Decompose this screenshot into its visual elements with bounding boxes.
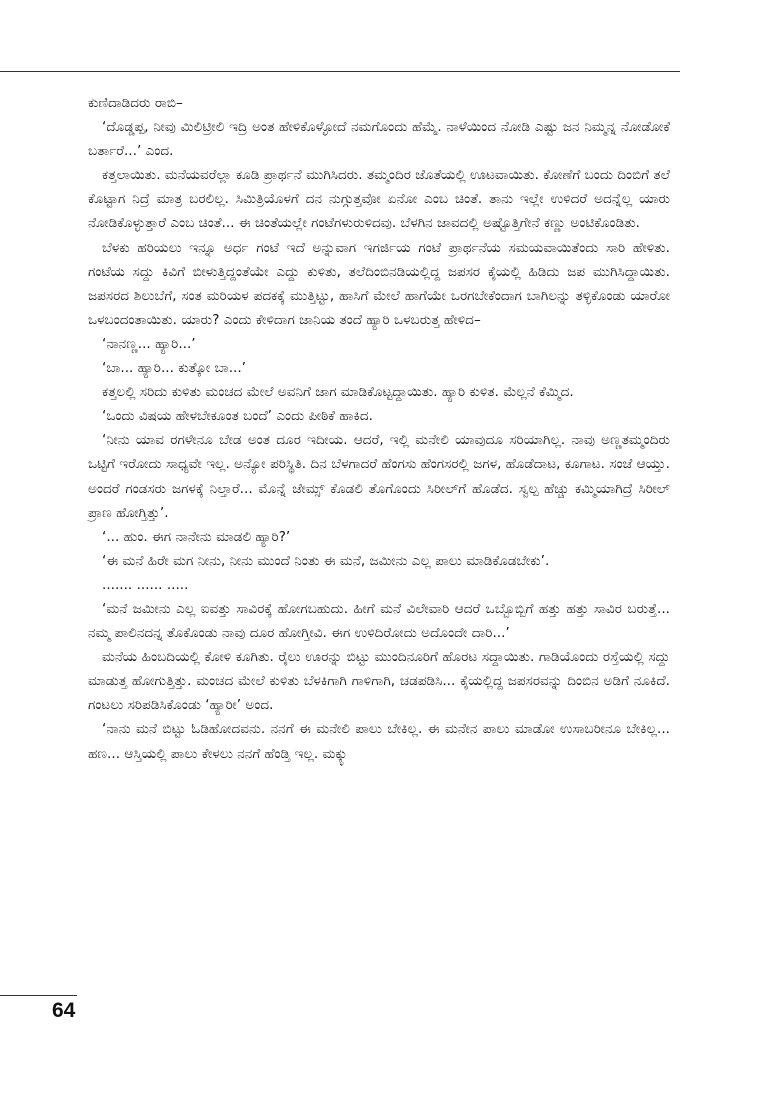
- paragraph: ‘ಬಾ... ಹ್ಯಾರಿ... ಕುತ್ಕೋ ಬಾ...’: [102, 360, 247, 377]
- page-body-text: [88, 91, 670, 766]
- paragraph: ‘ಮನೆ ಜಮೀನು ಎಲ್ಲ ಐವತ್ತು ಸಾವಿರಕ್ಕೆ ಹೋಗಬಹುದು. ಹೀಗೆ ಮನೆ ವಿಲೇವಾರಿ ಆದರೆ ಒಬ್ಬೊಬ್ಬಿಗೆ ಹತ್ತು ಹತ್ತು ಸಾವಿರ ಬರುತ್ತೆ... ನಮ್ಮ ಪಾಲಿನದನ್ನ ತೊಕೊಂಡು ನಾವು ದೂರ ಹೋಗ್ತೀವಿ. ಈಗ ಉಳಿದಿರೋದು ಅದೊಂದೇ ದಾರಿ...’: [88, 600, 670, 642]
- page-number: 64: [52, 999, 76, 1022]
- header-rule: [0, 71, 680, 72]
- paragraph: ‘ದೊಡ್ಡಪ್ಪ, ನೀವು ಮಿಲಿಟ್ರೀಲಿ ಇದ್ರಿ ಅಂತ ಹೇಳಿಕೊಳ್ಳೋದೆ ನಮಗೊಂದು ಹೆಮ್ಮೆ. ನಾಳೆಯಿಂದ ನೋಡಿ ಎಷ್ಟು ಜನ ನಿಮ್ಮನ್ನ ನೋಡೋಕೆ ಬರ್ತಾರೆ...’ ಎಂದ.: [88, 119, 670, 160]
- paragraph: ‘ಒಂದು ವಿಷಯ ಹೇಳಬೇಕೂಂತ ಬಂದೆ’ ಎಂದು ಪೀಠಿಕೆ ಹಾಕಿದ.: [102, 408, 373, 425]
- paragraph: ‘... ಹುಂ. ಈಗ ನಾನೇನು ಮಾಡಲಿ ಹ್ಯಾರಿ?’: [102, 528, 291, 545]
- paragraph: ಕತ್ತಲಾಯಿತು. ಮನೆಯವರೆಲ್ಲಾ ಕೂಡಿ ಪ್ರಾರ್ಥನೆ ಮುಗಿಸಿದರು. ತಮ್ಮಂದಿರ ಜೊತೆಯಲ್ಲಿ ಊಟವಾಯಿತು. ಕೋಣೆಗೆ ಬಂದು ದಿಂಬಿಗೆ ತಲೆ ಕೊಟ್ಟಾಗ ನಿದ್ರೆ ಮಾತ್ರ ಬರಲಿಲ್ಲ. ಸಿಮಿತ್ರಿಯೊಳಗೆ ದನ ನುಗ್ಗುತ್ತವೋ ಏನೋ ಎಂಬ ಚಿಂತೆ. ತಾನು ಇಲ್ಲೇ ಉಳಿದರೆ ಅದನ್ನೆಲ್ಲ ಯಾರು ನೋಡಿಕೊಳ್ಳುತ್ತಾರೆ ಎಂಬ ಚಿಂತೆ... ಈ ಚಿಂತೆಯಲ್ಲೇ ಗಂಟೆಗಳುರುಳಿದವು. ಬೆಳಗಿನ ಜಾವದಲ್ಲಿ ಅಷ್ಟೊತ್ತಿಗೇನೆ ಕಣ್ಣು ಅಂಟಿಕೊಂಡಿತು.: [88, 167, 670, 232]
- paragraph: ಕತ್ತಲಲ್ಲಿ ಸರಿದು ಕುಳಿತು ಮಂಚದ ಮೇಲೆ ಅವನಿಗೆ ಜಾಗ ಮಾಡಿಕೊಟ್ಟದ್ದಾಯಿತು. ಹ್ಯಾರಿ ಕುಳಿತ. ಮೆಲ್ಲನೆ ಕೆಮ್ಮಿದ.: [102, 384, 574, 401]
- paragraph: ‘ನಾನು ಮನೆ ಬಿಟ್ಟು ಓಡಿಹೋದವನು. ನನಗೆ ಈ ಮನೇಲಿ ಪಾಲು ಬೇಕಿಲ್ಲ. ಈ ಮನೇನ ಪಾಲು ಮಾಡೋ ಉಸಾಬರೀನೂ ಬೇಕಿಲ್ಲ... ಹಣ... ಆಸ್ತಿಯಲ್ಲಿ ಪಾಲು ಕೇಳಲು ನನಗೆ ಹೆಂಡ್ತಿ ಇಲ್ಲ. ಮಕ್ಕ್ಳು: [88, 721, 670, 762]
- paragraph: ‘ನೀನು ಯಾವ ರಗಳೇನೂ ಬೇಡ ಅಂತ ದೂರ ಇದೀಯ. ಆದರೆ, ಇಲ್ಲಿ ಮನೇಲಿ ಯಾವುದೂ ಸರಿಯಾಗಿಲ್ಲ. ನಾವು ಅಣ್ಣತಮ್ಮಂದಿರು ಒಟ್ಟಿಗೆ ಇರೋದು ಸಾಧ್ಯವೇ ಇಲ್ಲ. ಅನ್ಯೋ ಪರಿಸ್ಥಿತಿ. ದಿನ ಬೆಳಗಾದರೆ ಹೆಂಗಸು ಹೆಂಗಸರಲ್ಲಿ ಜಗಳ, ಹೊಡೆದಾಟ, ಕೂಗಾಟ. ಸಂಜೆ ಆಯ್ತು. ಅಂದರೆ ಗಂಡಸರು ಜಗಳಕ್ಕೆ ನಿಲ್ತಾರೆ... ಮೊನ್ನೆ ಜೇಮ್ಸ್ ಕೊಡಲಿ ತೊಗೊಂದು ಸಿರೀಲ್‌ಗೆ ಹೊಡೆದ. ಸ್ವಲ್ಪ ಹೆಚ್ಚು ಕಮ್ಮಿಯಾಗಿದ್ರೆ ಸಿರೀಲ್ ಪ್ರಾಣ ಹೋಗ್ತಿತ್ತು’.: [88, 432, 670, 521]
- paragraph: ‘ಈ ಮನೆ ಹಿರೇ ಮಗ ನೀನು, ನೀನು ಮುಂದೆ ನಿಂತು ಈ ಮನೆ, ಜಮೀನು ಎಲ್ಲ ಪಾಲು ಮಾಡಿಕೊಡಬೇಕು’.: [102, 552, 550, 569]
- paragraph: ‘ನಾನಣ್ಣ... ಹ್ಯಾರಿ...’: [102, 335, 196, 352]
- paragraph: ಕುಣಿದಾಡಿದರು ರಾಬಿ–: [88, 95, 183, 111]
- ellipsis-line: ....... ...... .....: [102, 576, 189, 593]
- footer-rule: [0, 995, 77, 996]
- paragraph: ಬೆಳಕು ಹರಿಯಲು ಇನ್ನೂ ಅರ್ಧ ಗಂಟೆ ಇದೆ ಅನ್ನುವಾಗ ಇಗರ್ಜಿಯ ಗಂಟೆ ಪ್ರಾರ್ಥನೆಯ ಸಮಯವಾಯಿತೆಂದು ಸಾರಿ ಹೇಳಿತು. ಗಂಟೆಯ ಸದ್ದು ಕಿವಿಗೆ ಬೀಳುತ್ತಿದ್ದಂತೆಯೇ ಎದ್ದು ಕುಳಿತು, ತಲೆದಿಂಬಿನಡಿಯಲ್ಲಿದ್ದ ಜಪಸರ ಕೈಯಲ್ಲಿ ಹಿಡಿದು ಜಪ ಮುಗಿಸಿದ್ದಾಯಿತು. ಜಪಸರದ ಶಿಲುಬೆಗೆ, ಸಂತ ಮರಿಯಳ ಪದಕಕ್ಕೆ ಮುತ್ತಿಟ್ಟು, ಹಾಸಿಗೆ ಮೇಲೆ ಹಾಗೆಯೇ ಒರಗಬೇಕೆಂದಾಗ ಬಾಗಿಲನ್ನು ತಳ್ಳಿಕೊಂಡು ಯಾರೋ ಒಳಬಂದಂತಾಯಿತು. ಯಾರು? ಎಂದು ಕೇಳಿದಾಗ ಜಾನಿಯ ತಂದೆ ಹ್ಯಾರಿ ಒಳಬರುತ್ತ ಹೇಳಿದ–: [88, 239, 670, 328]
- paragraph: ಮನೆಯ ಹಿಂಬದಿಯಲ್ಲಿ ಕೋಳಿ ಕೂಗಿತು. ರೈಲು ಊರನ್ನು ಬಿಟ್ಟು ಮುಂದಿನೂರಿಗೆ ಹೊರಟ ಸದ್ದಾಯಿತು. ಗಾಡಿಯೊಂದು ರಸ್ತೆಯಲ್ಲಿ ಸದ್ದು ಮಾಡುತ್ತ ಹೋಗುತ್ತಿತ್ತು. ಮಂಚದ ಮೇಲೆ ಕುಳಿತು ಬೆಳಕಿಗಾಗಿ ಗಾಳಿಗಾಗಿ, ಚಡಪಡಿಸಿ... ಕೈಯಲ್ಲಿದ್ದ ಜಪಸರವನ್ನು ದಿಂಬಿನ ಅಡಿಗೆ ನೂಕಿದೆ. ಗಂಟಲು ಸರಿಪಡಿಸಿಕೊಂಡು ‘ಹ್ಯಾರೀ’ ಅಂದ.: [88, 649, 670, 714]
